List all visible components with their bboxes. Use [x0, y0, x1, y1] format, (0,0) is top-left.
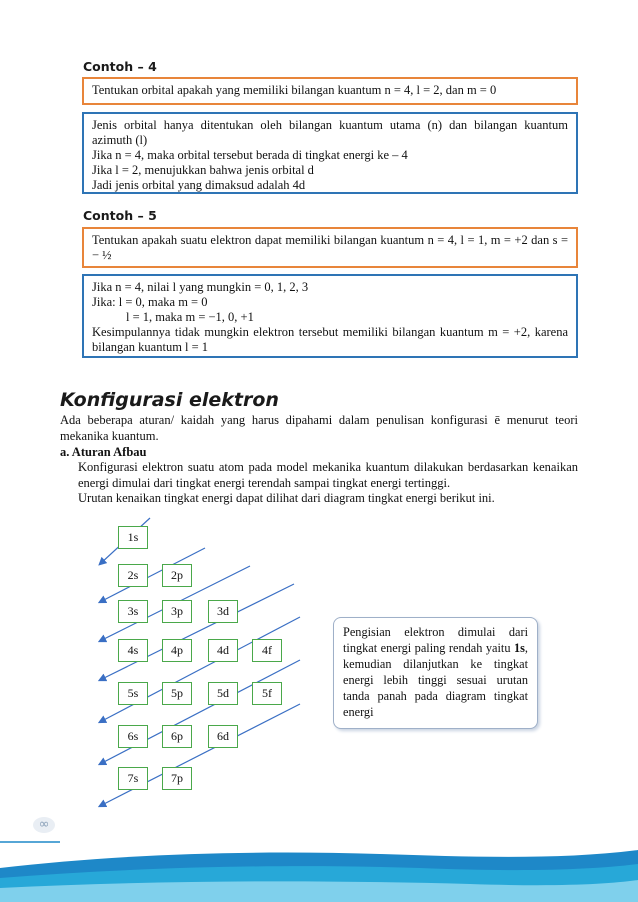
- orbital-7p: 7p: [162, 767, 192, 790]
- contoh-5-heading: Contoh – 5: [83, 208, 157, 223]
- orbital-6p: 6p: [162, 725, 192, 748]
- orbital-5s: 5s: [118, 682, 148, 705]
- diagram-note-text-start: Pengisian elektron dimulai dari tingkat energi paling rendah yaitu: [343, 625, 528, 655]
- orbital-4f: 4f: [252, 639, 282, 662]
- orbital-6d: 6d: [208, 725, 238, 748]
- rule-text-2: Urutan kenaikan tingkat energi dapat dilihat dari diagram tingkat energi berikut ini.: [78, 491, 495, 505]
- orbital-2p: 2p: [162, 564, 192, 587]
- orbital-1s: 1s: [118, 526, 148, 549]
- orbital-7s: 7s: [118, 767, 148, 790]
- orbital-6s: 6s: [118, 725, 148, 748]
- diagram-note-text-end: , kemudian dilanjutkan ke tingkat energi lebih tinggi sesuai urutan tanda panah pada diagram tingkat energi: [343, 641, 528, 719]
- contoh-5-answer-line: Jika: l = 0, maka m = 0: [92, 295, 208, 309]
- section-title: Konfigurasi elektron: [60, 389, 279, 411]
- orbital-2s: 2s: [118, 564, 148, 587]
- aufbau-arrow: [100, 704, 300, 806]
- contoh-4-question: Tentukan orbital apakah yang memiliki bilangan kuantum n = 4, l = 2, dan m = 0: [92, 83, 497, 97]
- contoh-4-answer-line: Jadi jenis orbital yang dimaksud adalah 4d: [92, 178, 306, 192]
- contoh-5-answer-line: Jika n = 4, nilai l yang mungkin = 0, 1, 2, 3: [92, 280, 309, 294]
- rule-label: a. Aturan Afbau: [60, 445, 147, 459]
- diagram-note-box: [333, 617, 538, 729]
- contoh-5-answer-line: Kesimpulannya tidak mungkin elektron tersebut memiliki bilangan kuantum m = +2, karena bilangan kuantum l = 1: [92, 325, 568, 354]
- contoh-5-answer-line: l = 1, maka m = −1, 0, +1: [126, 310, 254, 324]
- orbital-4p: 4p: [162, 639, 192, 662]
- infinity-icon: ∞: [33, 817, 55, 833]
- footer-decoration: [0, 820, 638, 902]
- orbital-5f: 5f: [252, 682, 282, 705]
- contoh-4-answer-line: Jika l = 2, menujukkan bahwa jenis orbital d: [92, 163, 314, 177]
- contoh-4-answer-line: Jenis orbital hanya ditentukan oleh bilangan kuantum utama (n) dan bilangan kuantum azimuth (l): [92, 118, 568, 147]
- contoh-5-question: Tentukan apakah suatu elektron dapat memiliki bilangan kuantum n = 4, l = 1, m = +2 dan s = − ½: [92, 233, 568, 262]
- aufbau-arrow: [100, 584, 294, 680]
- orbital-4d: 4d: [208, 639, 238, 662]
- orbital-5d: 5d: [208, 682, 238, 705]
- orbital-4s: 4s: [118, 639, 148, 662]
- orbital-3p: 3p: [162, 600, 192, 623]
- aufbau-arrow: [100, 660, 300, 764]
- aufbau-arrow: [100, 617, 300, 722]
- diagram-note-bold: 1s: [513, 641, 525, 655]
- section-intro: Ada beberapa aturan/ kaidah yang harus dipahami dalam penulisan konfigurasi ē menurut teori mekanika kuantum.: [60, 413, 578, 443]
- orbital-3s: 3s: [118, 600, 148, 623]
- rule-text: Konfigurasi elektron suatu atom pada model mekanika kuantum dilakukan berdasarkan kenaikan energi dimulai dari tingkat energi terendah sampai tingkat energi tertinggi.: [78, 460, 578, 490]
- contoh-4-heading: Contoh – 4: [83, 59, 157, 74]
- orbital-5p: 5p: [162, 682, 192, 705]
- orbital-3d: 3d: [208, 600, 238, 623]
- contoh-4-answer-line: Jika n = 4, maka orbital tersebut berada di tingkat energi ke – 4: [92, 148, 408, 162]
